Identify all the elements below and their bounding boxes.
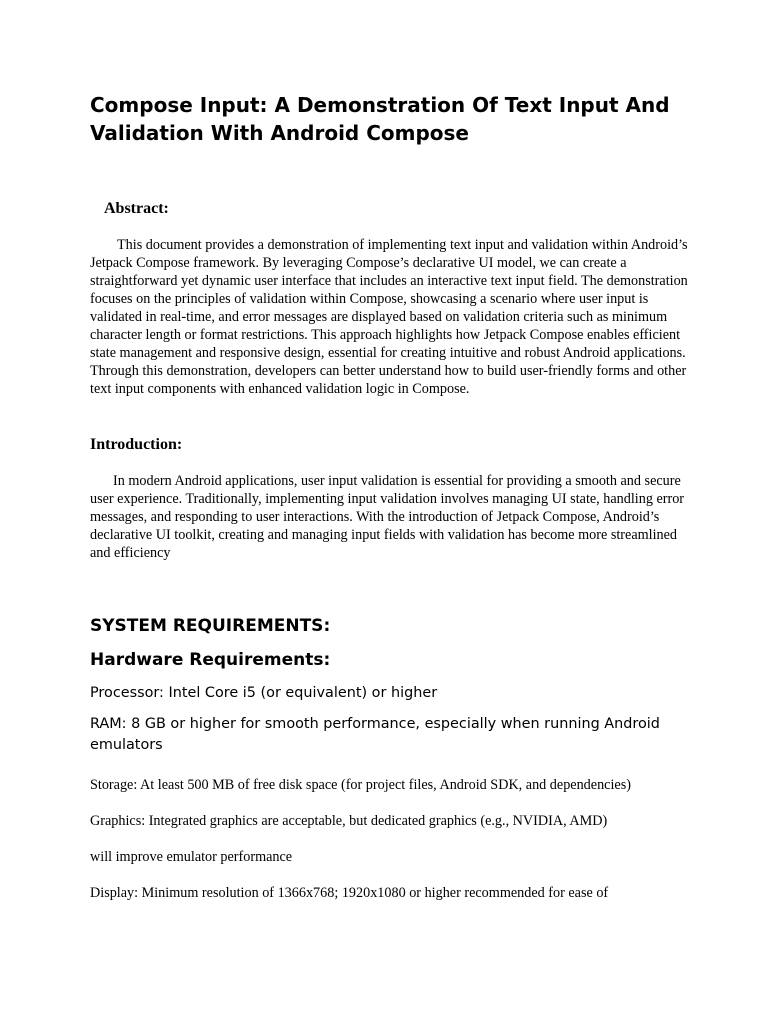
- display-requirement: Display: Minimum resolution of 1366x768; 1920x1080 or higher recommended for ease of: [90, 885, 609, 901]
- system-requirements-label: SYSTEM REQUIREMENTS: [90, 616, 324, 636]
- hardware-requirements-heading: [90, 649, 330, 671]
- abstract-heading: Abstract:: [104, 200, 169, 217]
- introduction-heading: Introduction:: [90, 436, 183, 453]
- graphics-requirement-line2: will improve emulator performance: [90, 849, 293, 865]
- storage-requirement: Storage: At least 500 MB of free disk space (for project files, Android SDK, and dependencies): [90, 777, 631, 793]
- processor-requirement: Processor: Intel Core i5 (or equivalent) or higher: [90, 685, 438, 701]
- graphics-requirement-line1: Graphics: Integrated graphics are acceptable, but dedicated graphics (e.g., NVIDIA, AMD): [90, 813, 608, 829]
- hardware-requirements-colon: :: [323, 650, 331, 670]
- introduction-paragraph: In modern Android applications, user input validation is essential for providing a smooth and secure user experience. Traditionally, implementing input validation involves managing UI state, handling error messages, and responding to user interactions. With the introduction of Jetpack Compose, Android’s declarative UI toolkit, creating and managing input fields with validation has become more streamlined and efficiency: [90, 473, 685, 561]
- system-requirements-heading: [90, 615, 330, 637]
- abstract-paragraph: This document provides a demonstration of implementing text input and validation within Android’s Jetpack Compose framework. By leveraging Compose’s declarative UI model, we can create a straightforward yet dynamic user interface that includes an interactive text input field. The demonstration focuses on the principles of validation within Compose, showcasing a scenario where user input is validated in real-time, and error messages are displayed based on validation criteria such as minimum character length or format restrictions. This approach highlights how Jetpack Compose enables efficient state management and responsive design, essential for creating intuitive and robust Android applications. Through this demonstration, developers can better understand how to build user-friendly forms and other text input components with enhanced validation logic in Compose.: [90, 237, 688, 397]
- hardware-requirements-label: Hardware Requirements: [90, 650, 324, 670]
- system-requirements-colon: :: [323, 616, 331, 636]
- document-title: Compose Input: A Demonstration Of Text Input And Validation With Android Compose: [90, 93, 670, 145]
- ram-requirement: RAM: 8 GB or higher for smooth performance, especially when running Android emulators: [90, 716, 660, 753]
